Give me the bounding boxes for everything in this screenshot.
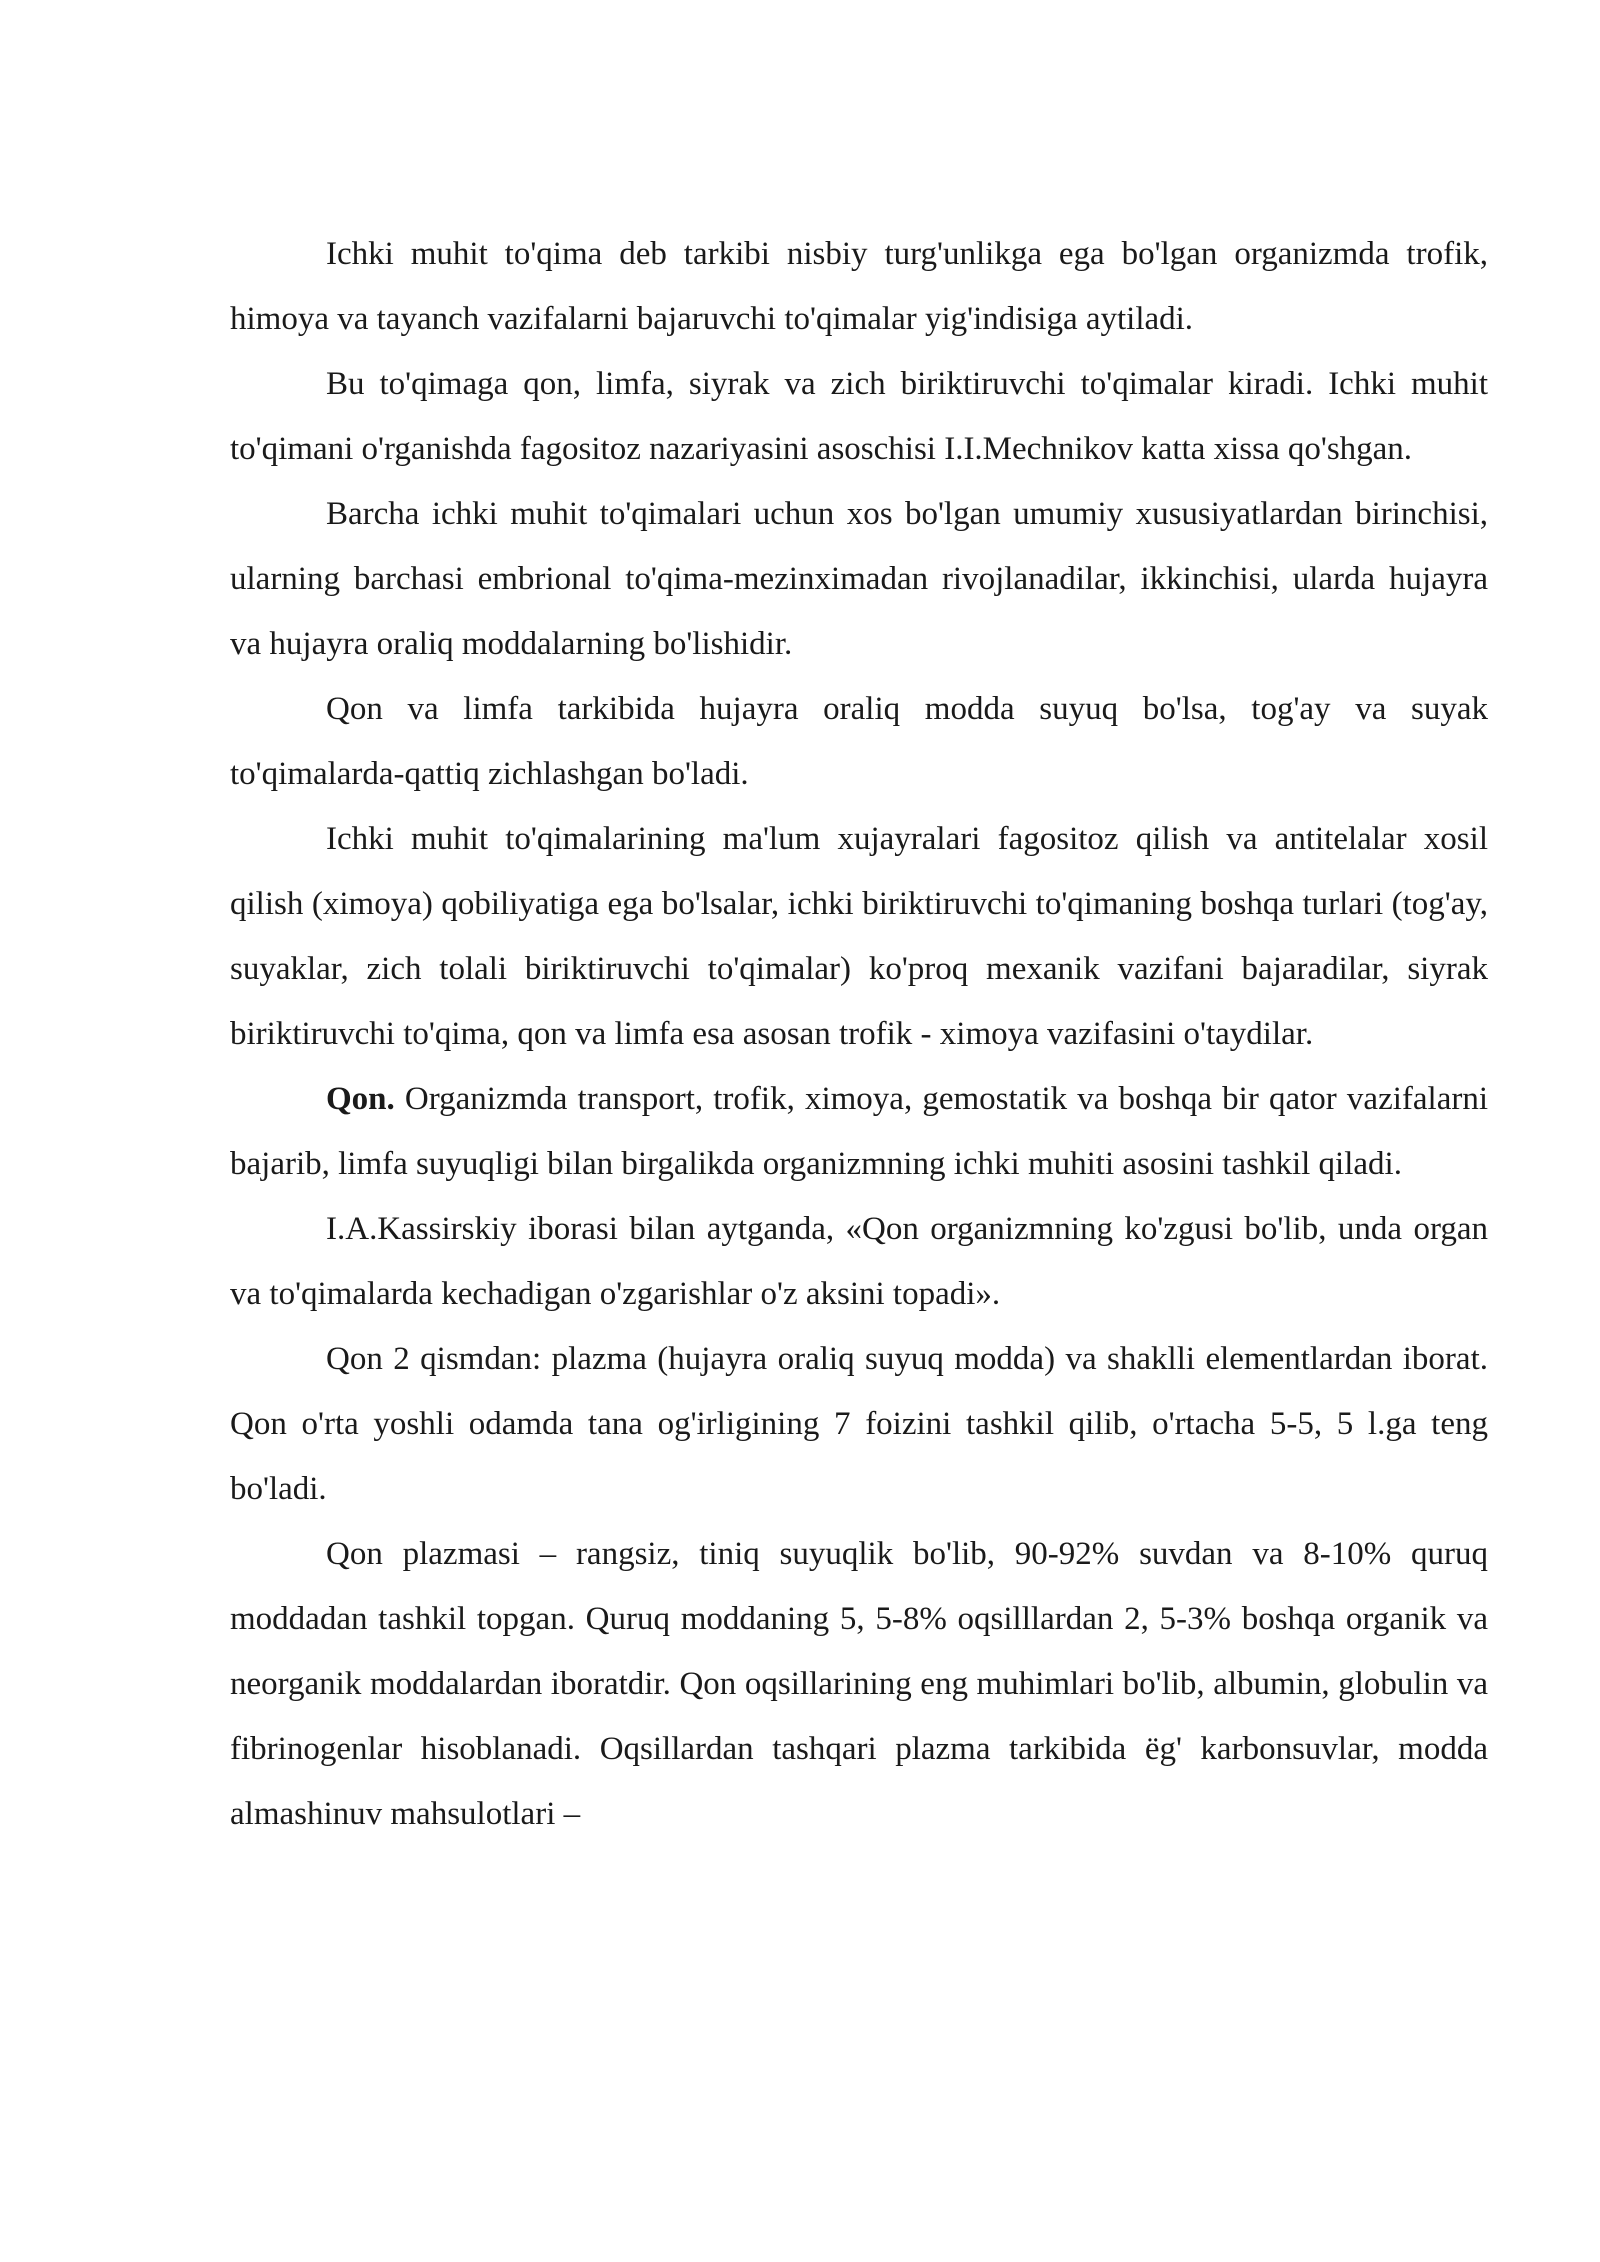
paragraph-8 [230,1327,1488,1522]
paragraph-text: Bu to'qimaga qon, limfa, siyrak va zich biriktiruvchi to'qimalar kiradi. Ichki muhit to'qimani o'rganishda fagositoz nazariyasini asoschisi I.I.Mechnikov katta xissa qo'shgan. [230,366,1488,467]
paragraph-text: Qon plazmasi – rangsiz, tiniq suyuqlik bo'lib, 90-92% suvdan va 8-10% quruq moddadan tashkil topgan. Quruq moddaning 5, 5-8% oqsilllardan 2, 5-3% boshqa organik va neorganik moddalardan iboratdir. Qon oqsillarining eng muhimlari bo'lib, albumin, globulin va fibrinogenlar hisoblanadi. Oqsillardan tashqari plazma tarkibida ёg' karbonsuvlar, modda almashinuv mahsulotlari – [230,1536,1488,1832]
paragraph-text: I.A.Kassirskiy iborasi bilan aytganda, «Qon organizmning ko'zgusi bo'lib, unda organ va to'qimalarda kechadigan o'zgarishlar o'z aksini topadi». [230,1211,1488,1312]
paragraph-5 [230,807,1488,1067]
paragraph-text: Organizmda transport, trofik, ximoya, gemostatik va boshqa bir qator vazifalarni bajarib, limfa suyuqligi bilan birgalikda organizmning ichki muhiti asosini tashkil qiladi. [230,1081,1488,1182]
paragraph-4 [230,677,1488,807]
paragraph-text: Ichki muhit to'qimalarining ma'lum xujayralari fagositoz qilish va antitelalar xosil qilish (ximoya) qobiliyatiga ega bo'lsalar, ichki biriktiruvchi to'qimaning boshqa turlari (tog'ay, suyaklar, zich tolali biriktiruvchi to'qimalar) ko'proq mexanik vazifani bajaradilar, siyrak biriktiruvchi to'qima, qon va limfa esa asosan trofik - ximoya vazifasini o'taydilar. [230,821,1488,1052]
document-page [230,222,1488,1847]
paragraph-1 [230,222,1488,352]
paragraph-7 [230,1197,1488,1327]
paragraph-3 [230,482,1488,677]
paragraph-text: Qon va limfa tarkibida hujayra oraliq modda suyuq bo'lsa, tog'ay va suyak to'qimalarda-qattiq zichlashgan bo'ladi. [230,691,1488,792]
paragraph-6 [230,1067,1488,1197]
paragraph-text: Barcha ichki muhit to'qimalari uchun xos bo'lgan umumiy xususiyatlardan birinchisi, ularning barchasi embrional to'qima-mezinximadan rivojlanadilar, ikkinchisi, ularda hujayra va hujayra oraliq moddalarning bo'lishidir. [230,496,1488,662]
paragraph-9 [230,1522,1488,1847]
paragraph-text: Qon 2 qismdan: plazma (hujayra oraliq suyuq modda) va shaklli elementlardan iborat. Qon o'rta yoshli odamda tana og'irligining 7 foizini tashkil qilib, o'rtacha 5-5, 5 l.ga teng bo'ladi. [230,1341,1488,1507]
section-heading-qon: Qon. [326,1081,395,1117]
paragraph-2 [230,352,1488,482]
paragraph-text: Ichki muhit to'qima deb tarkibi nisbiy turg'unlikga ega bo'lgan organizmda trofik, himoya va tayanch vazifalarni bajaruvchi to'qimalar yig'indisiga aytiladi. [230,236,1488,337]
